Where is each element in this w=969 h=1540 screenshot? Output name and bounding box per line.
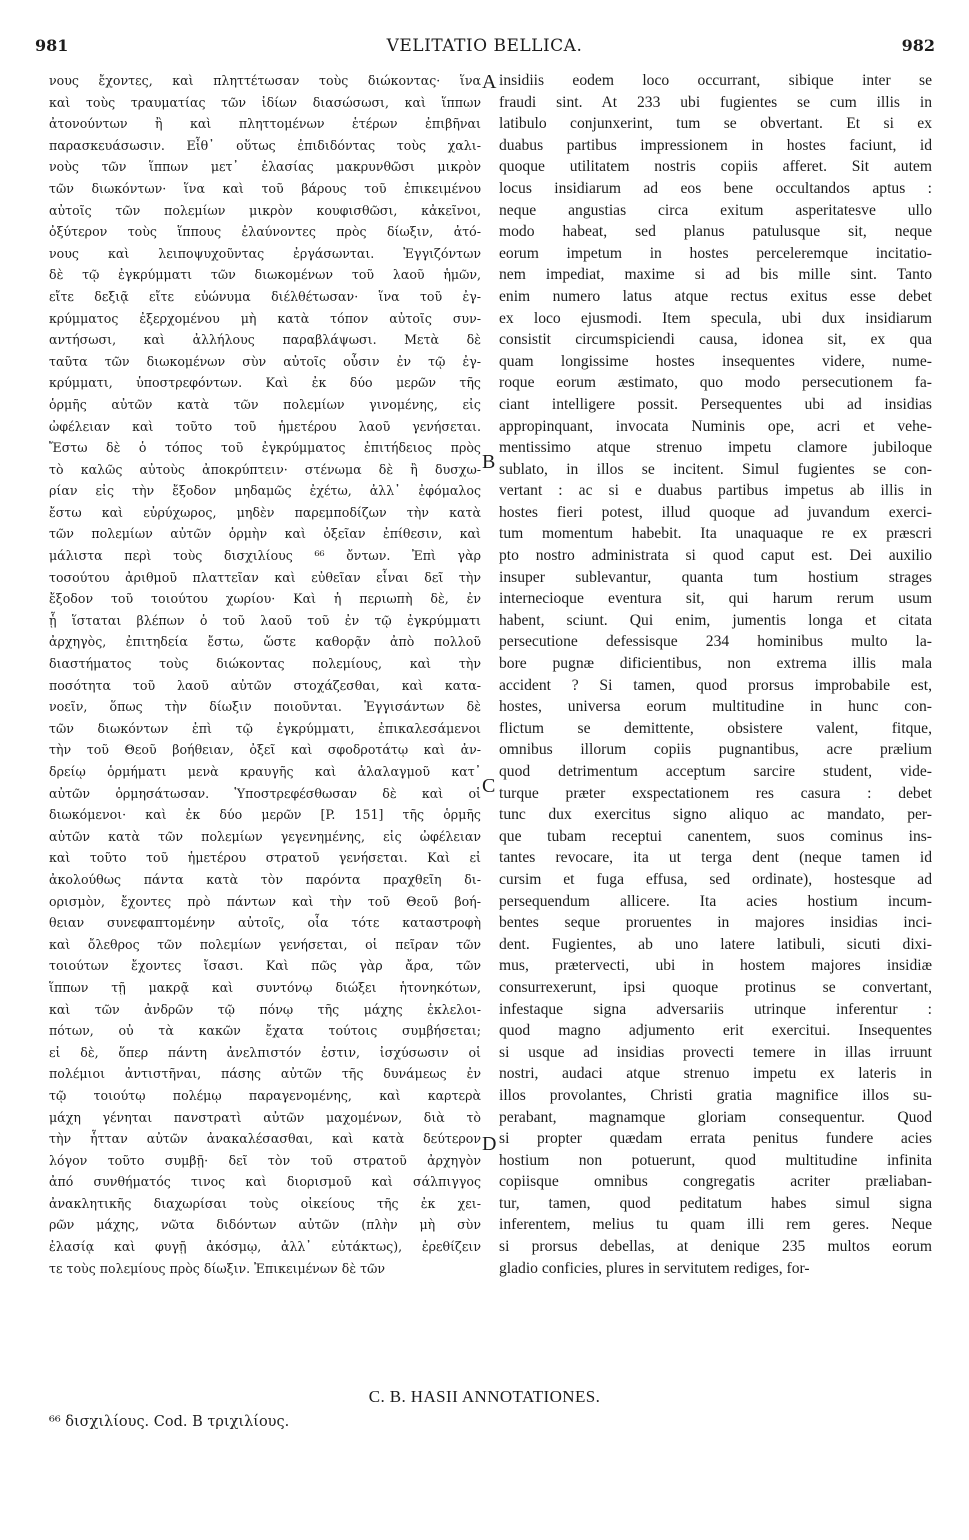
text-line: τε τοὺς πολεμίους πρὸς δίωξιν. Ἐπικειμένων δὲ τῶν [49, 1260, 386, 1276]
text-line: διαστήματος τοὺς διώκοντας πολεμίους, καὶ τὴν [49, 656, 481, 672]
text-line: ποσότητα τοῦ λαοῦ αὐτῶν στοχάζεσθαι, καὶ κατα- [49, 677, 481, 693]
text-line: ἔστω καὶ εὐρύχωρος, μηδὲν παρεμποδίζων τὴν κατὰ [49, 504, 481, 520]
text-line: ἀτονούντων ἢ καὶ πληττομένων ἑτέρων ἐπιβῆναι [49, 116, 481, 132]
text-line: ἀπό συνθήματός τινος καὶ διορισμοῦ καὶ σάλπιγγος [49, 1174, 481, 1190]
text-line: hostes fieri potest, illud quoque ad juvandum exerci- [499, 503, 932, 521]
text-line: sublato, in illos se incitent. Simul fugientes se con- [499, 460, 932, 478]
text-line: hostes, universa eorum multitudine in hunc con- [499, 698, 932, 716]
text-line: καὶ τοὺς τραυματίας τῶν ἰδίων διασώσωσι, καὶ ἵππων [49, 94, 481, 110]
page-number-left: 981 [35, 36, 69, 55]
text-line: mentissimo atque strenuo impetu clamore jubiloque [499, 439, 932, 457]
text-line: si propter quædam errata penitus fundere acies [499, 1130, 932, 1148]
text-line: tum momentum habebit. Ita unaquaque re ex præscri [499, 525, 932, 543]
text-line: persecutione defessisque 234 hominibus multo la- [499, 633, 932, 651]
text-line: τοιούτων ἔχοντες ἴσασι. Καὶ πῶς γὰρ ἄρα, τῶν [49, 958, 481, 974]
text-line: τοσούτου ἀριθμοῦ πλαττεῖαν καὶ εὐθεῖαν εἶναι δεῖ τὴν [49, 569, 481, 585]
text-line: enim numero latus atque rectus exitus esse debet [499, 287, 932, 305]
text-line: tunc dux exercitus signo aliquo ac mandato, per- [499, 806, 932, 824]
text-line: quoque utilitatem nostris copiis afferet. Sit autem [499, 158, 932, 176]
text-line: δρείῳ ὁρμήματι μενὰ κραυγῆς καὶ ἀλαλαγμοῦ κατ᾽ [49, 764, 481, 779]
text-line: gladio conficies, plures in servitutem rediges, for- [499, 1259, 810, 1277]
text-line: internecioque eventura sit, qui harum rerum usum [499, 590, 932, 608]
text-line: νοὺς τῶν ἵππων μετ᾽ ἐλασίας μακρυνθῶσι μικρὸν [49, 159, 481, 175]
text-line: Ἔστω δὲ ὁ τόπος τοῦ ἐγκρύμματος ἐπιτήδειος πρὸς [49, 440, 481, 456]
text-line: ρίαν εἰς τὴν ἔξοδον μηδαμῶς ἐχέτω, ἀλλ᾽ ἐφόμαλος [49, 483, 481, 499]
text-line: εἰ δὲ, ὅπερ πάντη ἀνελπιστόν ἐστιν, ἰσχύσωσιν οἱ [49, 1044, 481, 1060]
text-line: λόγον τοῦτο συμβῇ· δεῖ τὸν τοῦ στρατοῦ ἀρχηγὸν [49, 1152, 481, 1168]
text-line: ex loco ejusmodi. Item specula, ubi dux insidiarum [499, 309, 932, 327]
text-line: insuper sublevantur, quanta tum hostium strages [499, 568, 932, 586]
text-line: αὐτοῖς τῶν πολεμίων μικρὸν κουφισθῶσι, κἀκεῖνοι, [49, 202, 481, 218]
latin-text-column [499, 70, 932, 1279]
text-line: eorum impetum in hostes perceleremque incitatio- [499, 244, 932, 262]
text-line: perabant, magnamque gloriam consequentur. Quod [499, 1108, 932, 1126]
text-line: fraudi sint. At 233 ubi fugientes se cum illis in [499, 93, 932, 111]
text-line: ὁρμῆς αὐτῶν κατὰ τῶν πολεμίων γινομένης, εἰς [49, 396, 481, 412]
text-line: consurrexerunt, ipsi quoque protinus se convertant, [499, 978, 932, 996]
section-marker-b: B [482, 451, 496, 473]
text-line: μάλιστα περὶ τοὺς δισχιλίους ⁶⁶ ὄντων. Ἐπὶ γὰρ [49, 548, 481, 564]
text-line: διωκόμενοι· καὶ ἐκ δύο μερῶν [P. 151] τῆς ὁρμῆς [49, 807, 481, 823]
text-line: ἀνακλητικῆς διαχωρίσαι τοὺς οἰκείους τῆς ἐκ χει- [49, 1195, 481, 1211]
text-line: si prorsus debellas, at denique 235 multos eorum [499, 1238, 932, 1256]
section-marker-a: A [482, 71, 497, 93]
page-header [0, 36, 969, 60]
text-line: κρύμματος ἐξερχομένου μὴ κατὰ τόπον αὐτοῖς συν- [49, 310, 481, 326]
text-line: vertant : ac si e duabus partibus impetus ab illis in [499, 482, 932, 500]
text-line: τῶν πολεμίων αὐτῶν ὁρμὴν καὶ ὀξεῖαν ἐπίθεσιν, καὶ [49, 526, 481, 542]
text-line: ἵππων τῇ μακρᾷ καὶ συντόνῳ διώξει ἡτονηκότων, [49, 979, 481, 995]
text-line: nem impediat, maxime si ad bis mille sint. Tanto [499, 266, 932, 284]
footnote: ⁶⁶ δισχιλίους. Cod. B τριχιλίους. [49, 1414, 290, 1430]
text-line: ρῶν μάχης, νῶτα διδόντων αὐτῶν (πλὴν μὴ σὺν [49, 1217, 481, 1233]
text-line: si usque ad insidias provecti temere in illas irruunt [499, 1043, 932, 1061]
text-line: παρασκευάσωσιν. Εἶθ᾽ οὕτως ἐπιδιδόντας τοὺς χαλι- [49, 137, 481, 153]
text-line: καὶ τοῦτο τοῦ ἡμετέρου στρατοῦ γενήσεται. Καὶ εἰ [49, 850, 481, 866]
text-line: quod magno adjumento erit exercitui. Insequentes [499, 1022, 932, 1040]
text-line: πότων, οὐ τὰ κακῶν ἔχατα τούτοις συμβήσεται; [49, 1023, 481, 1039]
section-marker-d: D [482, 1133, 497, 1155]
text-line: tantes revocare, ita ut terga dent (neque tamen id [499, 849, 932, 867]
text-line: illos provolantes, Christi gratia magnifice illos su- [499, 1086, 932, 1104]
text-line: habent, sciunt. Qui enim, jumentis longa et citata [499, 611, 932, 629]
text-line: quod detrimentum acceptum sarcire student, vide- [499, 763, 932, 780]
text-line: ὀξύτερον τοὺς ἵππους ἐλαύνοντες πρὸς δίωξιν, ἀτό- [49, 224, 481, 240]
text-line: τὸ καλῶς αὐτοὺς ἀποκρύπτειν· στένωμα δὲ ἢ δυσχω- [49, 461, 481, 477]
text-line: καὶ ὄλεθρος τῶν πολεμίων γενήσεται, οἱ πεῖραν τῶν [49, 936, 481, 952]
text-line: αὐτῶν ὁρμησάτωσαν. Ὑποστρεφέσθωσαν δὲ καὶ οἱ [49, 785, 481, 801]
text-line: hostium non potuerunt, quod multitudine infinita [499, 1151, 932, 1169]
text-line: pto nostro administrata si quod caput est. Dei auxilio [499, 547, 932, 565]
section-marker-c: C [482, 775, 496, 797]
text-line: accident ? Si tamen, quod prorsus improbabile est, [499, 676, 932, 694]
text-line: duabus partibus impressionem in hostes faciunt, id [499, 136, 932, 154]
text-line: quam longissime hostes insequentes videre, nume- [499, 352, 932, 370]
text-line: que tubam receptui canentem, suos cominus ins- [499, 827, 932, 845]
text-line: roque eorum æstimato, quo modo persecutionem fa- [499, 374, 932, 392]
text-line: νους ἔχοντες, καὶ πληττέτωσαν τοὺς διώκοντας· ἵνα [49, 73, 481, 88]
text-line: dent. Fugientes, ab uno latere latibuli, sicuti dixi- [499, 935, 932, 953]
text-line: τῶν διωκόντων· ἵνα καὶ τοῦ βάρους τοῦ ἐπικειμένου [49, 180, 481, 196]
text-line: ᾗ ἵσταται βλέπων ὁ τοῦ λαοῦ τοῦ ἐν τῷ ἐγκρύμματι [49, 612, 481, 628]
text-line: δὲ τῷ ἐγκρύμματι τῶν διωκομένων τοῦ λαοῦ ἡμῶν, [49, 267, 481, 283]
text-line: infestaque signa adversariis utrinque inferentur : [499, 1000, 932, 1018]
text-line: ταῦτα τῶν διωκομένων σὺν αὐτοῖς οὖσιν ἐν τῷ ἐγ- [49, 353, 481, 369]
text-line: εἴτε δεξιᾷ εἴτε εὐώνυμα διέλθέτωσαν· ἵνα τοῦ ἐγ- [49, 288, 481, 304]
text-line: copiisque omnibus congregatis acriter præliaban- [499, 1173, 932, 1191]
text-line: τῷ τοιούτῳ πολέμῳ παραγενομένης, καὶ καρτερὰ [49, 1087, 481, 1103]
text-line: ciant intelligere possit. Persequentes ubi ad insidias [499, 395, 932, 413]
text-line: νοεῖν, ὅπως τὴν δίωξιν ποιοῦνται. Ἐγγισάντων δὲ [49, 699, 481, 715]
text-line: ἔξοδον τοῦ τοιούτου χωρίου· Καὶ ἡ περιωπὴ δὲ, ἐν [49, 591, 481, 607]
text-line: τὴν τοῦ Θεοῦ βοήθειαν, ὀξεῖ καὶ σφοδροτάτῳ καὶ ἀν- [49, 742, 481, 758]
text-line: persequendum allicere. Ita acies hostium incum- [499, 892, 932, 910]
text-line: nostri, audaci atque strenuo impetu ex lateris in [499, 1065, 932, 1083]
text-line: ἀρχηγὸς, ἐπιτηδεία ἔστω, ὥστε καθορᾷν ἀπὸ πολλοῦ [49, 634, 481, 650]
text-line: ορισμὸν, ἔχοντες πρὸ πάντων καὶ τὴν τοῦ Θεοῦ βοή- [49, 893, 481, 909]
text-line: mus, prætervecti, ubi in hostem majores insidiæ [499, 957, 932, 975]
text-line: μάχη γένηται πανστρατὶ αὐτῶν μαχομένων, διὰ τὸ [49, 1109, 481, 1125]
text-line: omnibus illorum copiis pugnantibus, acre prælium [499, 741, 932, 759]
text-line: inferentem, melius tu quam illi rem geres. Neque [499, 1216, 932, 1234]
text-line: latibulo conjunxerint, tum se obvertant. Et si ex [499, 115, 932, 133]
text-line: insidiis eodem loco occurrant, sibique inter se [499, 72, 932, 89]
text-line: consistit circumspiciendi causa, idonea sit, ex qua [499, 331, 932, 349]
text-line: neque angustias circa exitum asperitatesve ullo [499, 201, 932, 219]
text-line: αὐτῶν κατὰ τῶν πολεμίων γεγενημένης, εἰς ὠφέλειαν [49, 828, 481, 844]
text-line: ἀκολούθως πάντα κατὰ τὸν παρόντα πραχθεῖη δι- [49, 871, 481, 887]
text-line: flictum se demittente, obsistere valent, fitque, [499, 719, 932, 737]
text-line: modo habeat, sed planus patulusque sit, neque [499, 223, 932, 241]
running-title: VELITATIO BELLICA. [386, 36, 583, 56]
text-line: ὠφέλειαν καὶ τοῦτο τοῦ ἡμετέρου λαοῦ γενήσεται. [49, 418, 481, 434]
text-line: θειαν συνεφαπτομένην αὐτοῖς, οἷα τότε καταστροφὴ [49, 915, 481, 931]
greek-text-column [49, 70, 481, 1279]
text-line: κρύμματι, ὑποστρεφόντων. Καὶ ἐκ δύο μερῶν τῆς [49, 375, 481, 391]
text-line: turque præter exspectationem res casura : debet [499, 784, 932, 802]
text-line: τῶν διωκόντων ἐπὶ τῷ ἐγκρύμματι, ἐπικαλεσάμενοι [49, 720, 481, 736]
text-line: bentes seque proruentes in majores insidias inci- [499, 914, 932, 932]
text-line: πολέμιοι ἀντιστῆναι, πάσης αὐτῶν τῆς δυνάμεως ἐν [49, 1066, 481, 1082]
text-line: νους καὶ λειποψυχοῦντας ἐργάσωνται. Ἐγγιζόντων [49, 245, 481, 261]
text-line: τὴν ἧτταν αὐτῶν ἀνακαλέσασθαι, καὶ κατὰ δεύτερον [49, 1131, 481, 1147]
text-line: appropinquant, invocata Numinis ope, acri et vehe- [499, 417, 932, 435]
text-line: ἐλασίᾳ καὶ φυγῇ ἀκόσμῳ, ἀλλ᾽ εὐτάκτως), ἐρεθίζειν [49, 1239, 481, 1255]
text-line: cursim et fuga effusa, sed ordinate), hostesque ad [499, 870, 932, 888]
text-line: bore pugnæ dificientibus, non extrema illis mala [499, 655, 932, 673]
text-line: αντήσωσι, καὶ ἀλλήλους παραβλάψωσι. Μετὰ δὲ [49, 332, 481, 348]
annotations-heading: C. B. HASII ANNOTATIONES. [368, 1387, 601, 1406]
text-line: tur, tamen, quod peditatum habes simul signa [499, 1194, 932, 1212]
text-line: locus insidiarum ad eos bene occultandos aptus : [499, 179, 932, 197]
page-number-right: 982 [901, 36, 935, 55]
text-line: καὶ τῶν ἀνδρῶν τῷ πόνῳ τῆς μάχης ἐκλελοι- [49, 1001, 481, 1017]
